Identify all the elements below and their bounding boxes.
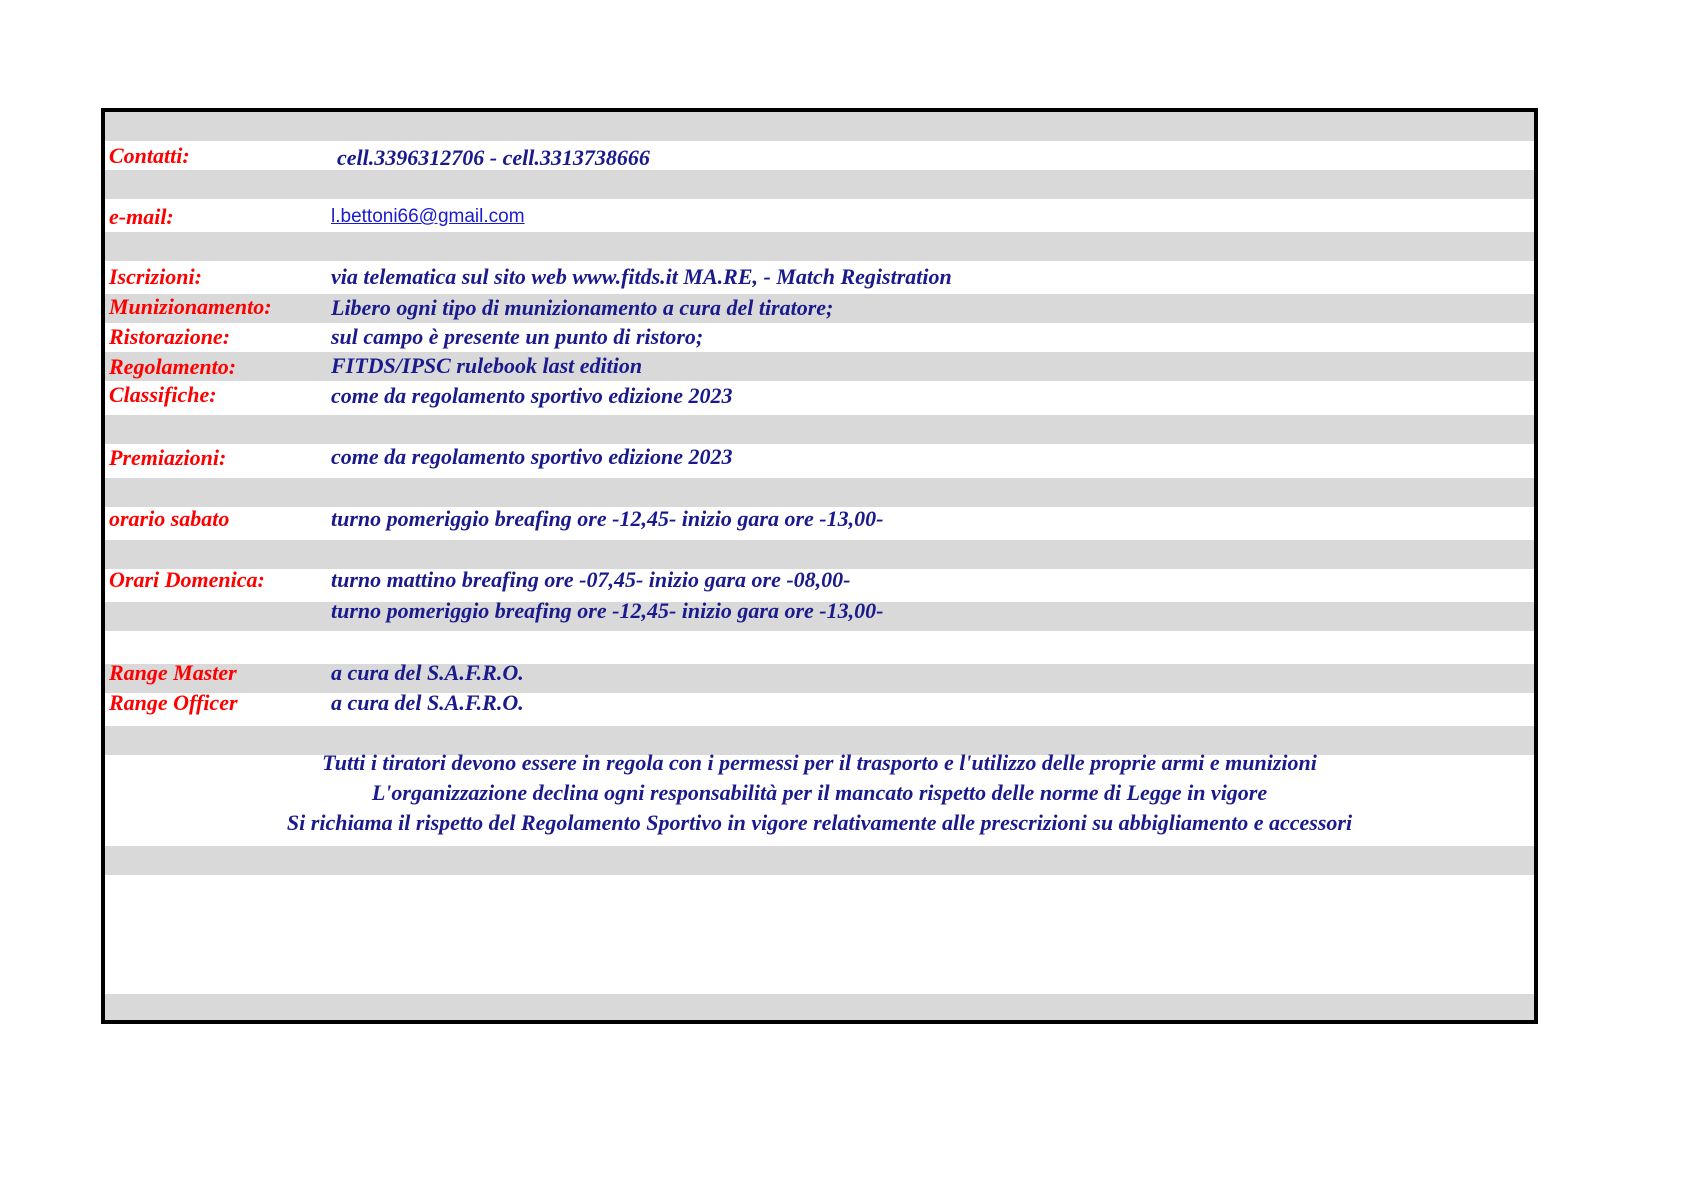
- regolamento-label: Regolamento:: [109, 354, 237, 379]
- band: [105, 170, 1534, 199]
- regolamento-value: FITDS/IPSC rulebook last edition: [331, 353, 643, 378]
- band: [105, 846, 1534, 875]
- premiazioni-value: come da regolamento sportivo edizione 2023: [331, 444, 733, 469]
- band: [105, 112, 1534, 141]
- munizionamento-label: Munizionamento:: [109, 294, 272, 319]
- contatti-label: Contatti:: [109, 143, 190, 168]
- info-sheet: [101, 108, 1538, 1024]
- band: [105, 352, 1534, 381]
- orario-sabato-value: turno pomeriggio breafing ore -12,45- inizio gara ore -13,00-: [331, 506, 884, 531]
- orari-domenica-value-2: turno pomeriggio breafing ore -12,45- inizio gara ore -13,00-: [331, 598, 884, 623]
- range-officer-value: a cura del S.A.F.R.O.: [331, 690, 524, 715]
- munizionamento-value: Libero ogni tipo di munizionamento a cura del tiratore;: [331, 295, 834, 320]
- band: [105, 478, 1534, 507]
- range-officer-label: Range Officer: [109, 690, 238, 715]
- band: [105, 232, 1534, 261]
- iscrizioni-value: via telematica sul sito web www.fitds.it MA.RE, - Match Registration: [331, 264, 952, 289]
- contatti-value: cell.3396312706 - cell.3313738666: [337, 145, 650, 170]
- email-link[interactable]: l.bettoni66@gmail.com: [331, 206, 525, 227]
- orari-domenica-value-1: turno mattino breafing ore -07,45- inizio gara ore -08,00-: [331, 567, 851, 592]
- band: [105, 415, 1534, 444]
- orario-sabato-label: orario sabato: [109, 506, 230, 531]
- band: [105, 994, 1534, 1024]
- orari-domenica-label: Orari Domenica:: [109, 567, 265, 592]
- range-master-label: Range Master: [109, 660, 237, 685]
- ristorazione-value: sul campo è presente un punto di ristoro;: [331, 324, 704, 349]
- email-label: e-mail:: [109, 204, 174, 229]
- classifiche-label: Classifiche:: [109, 382, 217, 407]
- ristorazione-label: Ristorazione:: [109, 324, 231, 349]
- notice-line: L'organizzazione declina ogni responsabilità per il mancato rispetto delle norme di Legge in vigore: [371, 780, 1268, 805]
- notice-line: Tutti i tiratori devono essere in regola con i permessi per il trasporto e l'utilizzo delle proprie armi e munizioni: [322, 750, 1317, 775]
- band: [105, 664, 1534, 693]
- iscrizioni-label: Iscrizioni:: [109, 264, 202, 289]
- notice-line: Si richiama il rispetto del Regolamento Sportivo in vigore relativamente alle prescrizioni su abbigliamento e accessori: [286, 810, 1353, 835]
- classifiche-value: come da regolamento sportivo edizione 2023: [331, 383, 733, 408]
- premiazioni-label: Premiazioni:: [109, 445, 227, 470]
- range-master-value: a cura del S.A.F.R.O.: [331, 660, 524, 685]
- band: [105, 540, 1534, 569]
